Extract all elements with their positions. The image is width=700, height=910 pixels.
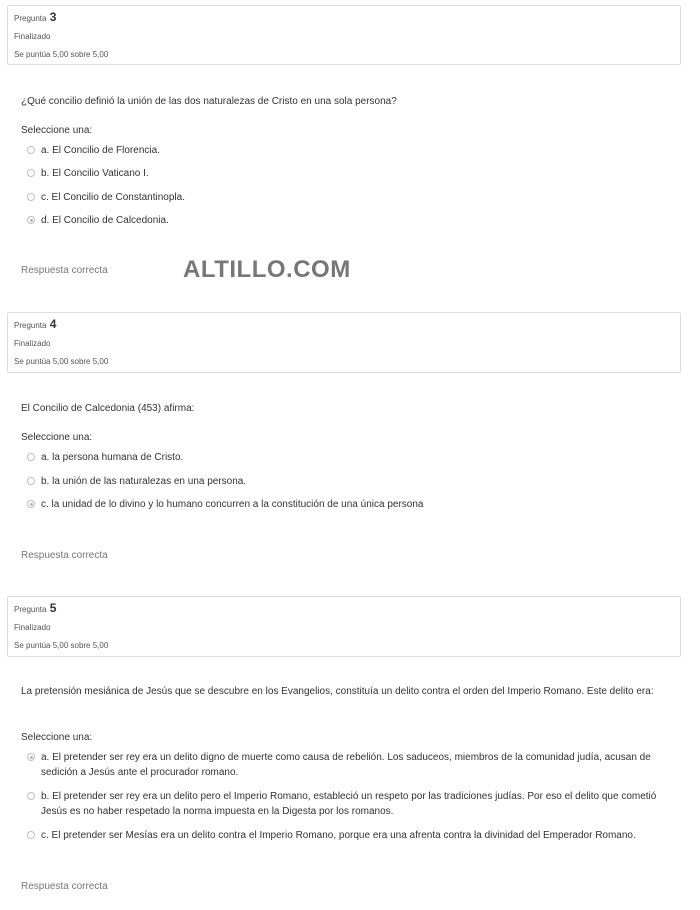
question-number: Pregunta 3 — [14, 10, 57, 24]
question-4-text: El Concilio de Calcedonia (453) afirma: — [21, 403, 195, 414]
question-3-option-b[interactable]: b. El Concilio Vaticano I. — [27, 166, 667, 181]
question-4-option-c[interactable]: c. la unidad de lo divino y lo humano concurren a la constitución de una única persona — [27, 497, 667, 512]
question-4-prompt: Seleccione una: — [21, 432, 93, 443]
question-state: Finalizado — [14, 623, 51, 632]
radio-button-selected[interactable] — [27, 216, 35, 224]
question-4-info — [7, 312, 681, 373]
question-4-feedback: Respuesta correcta — [21, 550, 108, 561]
radio-button-selected[interactable] — [27, 753, 35, 761]
radio-button[interactable] — [27, 831, 35, 839]
question-3-text: ¿Qué concilio definió la unión de las dos naturalezas de Cristo en una sola persona? — [21, 96, 397, 107]
question-grade: Se puntúa 5,00 sobre 5,00 — [14, 357, 109, 366]
radio-button-selected[interactable] — [27, 500, 35, 508]
question-3-prompt: Seleccione una: — [21, 125, 93, 136]
question-5-feedback: Respuesta correcta — [21, 881, 108, 892]
question-4-option-b[interactable]: b. la unión de las naturalezas en una persona. — [27, 474, 667, 489]
radio-button[interactable] — [27, 146, 35, 154]
question-3-info — [7, 5, 681, 65]
question-number: Pregunta 4 — [14, 317, 57, 331]
question-5-option-b[interactable]: b. El pretender ser rey era un delito pero el Imperio Romano, estableció un respeto por las tradiciones judías. Por eso el delito que cometió Jesús es no haber respetado la norma impuesta en la Digesta por los romanos. — [27, 789, 667, 819]
question-3-feedback: Respuesta correcta — [21, 265, 108, 276]
radio-button[interactable] — [27, 477, 35, 485]
question-state: Finalizado — [14, 339, 51, 348]
radio-button[interactable] — [27, 169, 35, 177]
question-state: Finalizado — [14, 32, 51, 41]
question-grade: Se puntúa 5,00 sobre 5,00 — [14, 641, 109, 650]
question-3-option-a[interactable]: a. El Concilio de Florencia. — [27, 143, 667, 158]
question-5-option-c[interactable]: c. El pretender ser Mesías era un delito contra el Imperio Romano, porque era una afrenta contra la divinidad del Emperador Romano. — [27, 828, 667, 843]
question-number: Pregunta 5 — [14, 601, 57, 615]
question-5-prompt: Seleccione una: — [21, 732, 93, 743]
radio-button[interactable] — [27, 193, 35, 201]
question-3-option-c[interactable]: c. El Concilio de Constantinopla. — [27, 190, 667, 205]
question-5-info — [7, 596, 681, 657]
question-3-option-d[interactable]: d. El Concilio de Calcedonia. — [27, 213, 667, 228]
question-5-text: La pretensión mesiánica de Jesús que se descubre en los Evangelios, constituía un delito contra el orden del Imperio Romano. Este delito era: — [21, 686, 654, 697]
radio-button[interactable] — [27, 453, 35, 461]
question-4-option-a[interactable]: a. la persona humana de Cristo. — [27, 450, 667, 465]
radio-button[interactable] — [27, 792, 35, 800]
question-5-option-a[interactable]: a. El pretender ser rey era un delito digno de muerte como causa de rebelión. Los saduceos, miembros de la comunidad judía, acusan de sedición a Jesús ante el procurador romano. — [27, 750, 667, 780]
question-grade: Se puntúa 5,00 sobre 5,00 — [14, 50, 109, 59]
watermark: ALTILLO.COM — [183, 256, 351, 283]
